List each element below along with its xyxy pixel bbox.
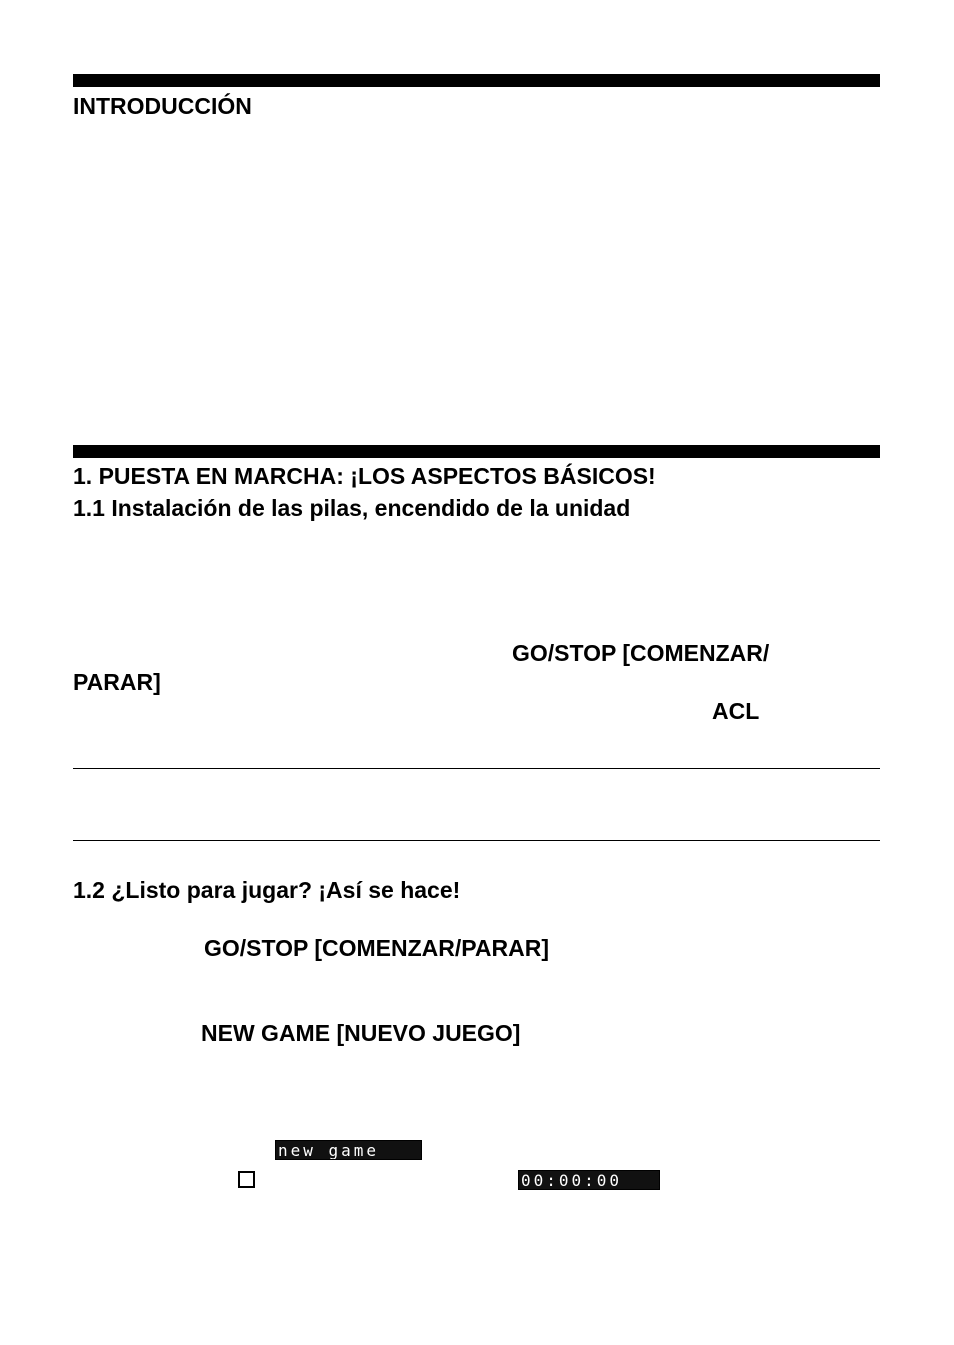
- intro-heading: INTRODUCCIÓN: [73, 93, 252, 119]
- section-divider-bar-top: [73, 74, 880, 87]
- lcd-display-new-game: [275, 1140, 422, 1160]
- lcd-time-text: 00:00:00: [521, 1171, 623, 1190]
- lcd-new-game-text: new game: [278, 1141, 380, 1160]
- key-go-stop-label: GO/STOP [COMENZAR/PARAR]: [204, 935, 550, 961]
- square-icon: [238, 1171, 255, 1188]
- lcd-display-time: [518, 1170, 660, 1190]
- section1-heading: 1. PUESTA EN MARCHA: ¡LOS ASPECTOS BÁSICOS!: [73, 463, 656, 489]
- key-new-game-label: NEW GAME [NUEVO JUEGO]: [201, 1020, 521, 1046]
- key-go-stop-label-part2: PARAR]: [73, 669, 161, 695]
- key-acl-label: ACL: [712, 698, 760, 724]
- section-divider-bar-middle: [73, 445, 880, 458]
- section1-subheading: 1.1 Instalación de las pilas, encendido de la unidad: [73, 495, 631, 521]
- note-rule-top: [73, 768, 880, 769]
- section12-heading: 1.2 ¿Listo para jugar? ¡Así se hace!: [73, 877, 461, 903]
- key-go-stop-label-part1: GO/STOP [COMENZAR/: [512, 640, 770, 666]
- note-rule-bottom: [73, 840, 880, 841]
